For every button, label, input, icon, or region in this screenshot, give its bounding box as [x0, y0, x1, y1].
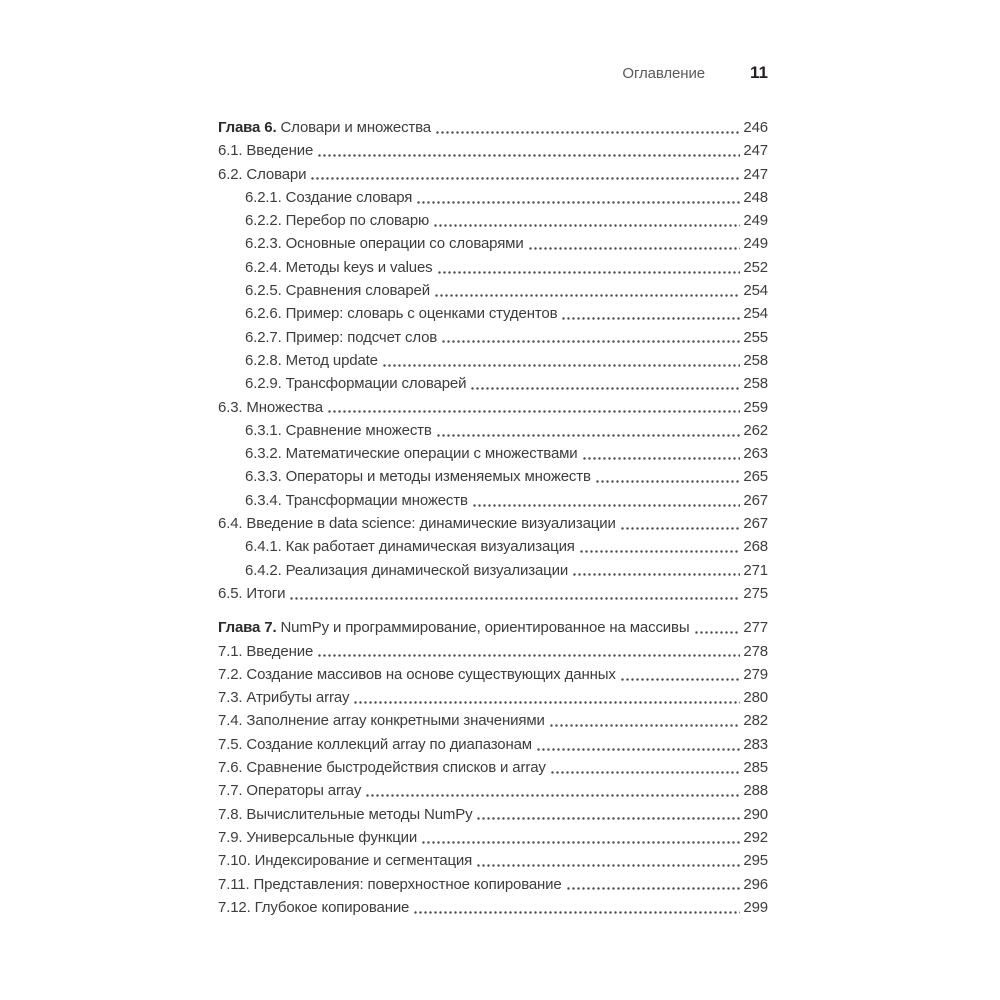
toc-entry-title: 6.3. Множества	[218, 398, 323, 416]
chapter-label: Глава 7.	[218, 619, 277, 637]
toc-row	[218, 465, 768, 488]
toc-entry-page: 288	[743, 782, 768, 800]
toc-row	[218, 489, 768, 512]
toc-entry-page: 267	[743, 491, 768, 509]
toc-entry-title: 6.1. Введение	[218, 142, 314, 160]
toc-entry-page: 259	[743, 398, 768, 416]
toc-entry-page: 296	[743, 875, 768, 893]
toc-row	[218, 686, 768, 709]
toc-row	[218, 232, 768, 255]
toc-row	[218, 640, 768, 663]
toc-entry-page: 247	[743, 142, 768, 160]
toc-entry-title: 6.2.9. Трансформации словарей	[245, 375, 467, 393]
toc-entry-page: 290	[743, 805, 768, 823]
toc-entry-page: 280	[743, 689, 768, 707]
toc-entry-title: 7.5. Создание коллекций array по диапазонам	[218, 735, 532, 753]
dot-leader	[551, 771, 741, 774]
dot-leader	[434, 224, 740, 227]
dot-leader	[437, 434, 741, 437]
toc-row	[218, 349, 768, 372]
toc-entry-title: 7.12. Глубокое копирование	[218, 898, 410, 916]
toc-row	[218, 163, 768, 186]
toc-entry-page: 262	[743, 421, 768, 439]
toc-entry-title: Глава 7. NumPy и программирование, ориентированное на массивы	[218, 619, 690, 637]
dot-leader	[435, 294, 740, 297]
toc-entry-page: 292	[743, 828, 768, 846]
toc-entry-title: 6.3.4. Трансформации множеств	[245, 491, 468, 509]
toc-row	[218, 186, 768, 209]
toc-entry-page: 265	[743, 468, 768, 486]
toc-entry-title: 7.3. Атрибуты array	[218, 689, 350, 707]
toc-row	[218, 396, 768, 419]
toc-row	[218, 116, 768, 139]
dot-leader	[417, 201, 740, 204]
toc-entry-title: 7.8. Вычислительные методы NumPy	[218, 805, 473, 823]
toc-entry-title: 7.1. Введение	[218, 642, 314, 660]
chapter-label: Глава 6.	[218, 119, 277, 136]
dot-leader	[422, 841, 740, 844]
dot-leader	[537, 748, 740, 751]
dot-leader	[366, 794, 740, 797]
toc-row	[218, 372, 768, 395]
toc-row	[218, 803, 768, 826]
toc	[218, 116, 768, 919]
dot-leader	[621, 527, 741, 530]
toc-row	[218, 535, 768, 558]
toc-entry-page: 254	[743, 305, 768, 323]
toc-section	[218, 616, 768, 919]
toc-row	[218, 302, 768, 325]
toc-row	[218, 896, 768, 919]
toc-entry-title: Глава 6. Словари и множества	[218, 119, 431, 136]
dot-leader	[596, 480, 741, 483]
toc-entry-title: 7.7. Операторы array	[218, 782, 362, 800]
toc-row	[218, 256, 768, 279]
toc-row	[218, 279, 768, 302]
toc-entry-page: 267	[743, 515, 768, 533]
toc-entry-title: 6.4.2. Реализация динамической визуализации	[245, 561, 569, 579]
toc-entry-title: 7.2. Создание массивов на основе существующих данных	[218, 665, 616, 683]
toc-entry-title: 6.2.6. Пример: словарь с оценками студентов	[245, 305, 558, 323]
dot-leader	[328, 410, 740, 413]
toc-entry-page: 282	[743, 712, 768, 730]
toc-row	[218, 419, 768, 442]
toc-row	[218, 559, 768, 582]
toc-row	[218, 616, 768, 639]
toc-entry-page: 249	[743, 235, 768, 253]
toc-entry-page: 277	[743, 619, 768, 637]
toc-entry-page: 268	[743, 538, 768, 556]
toc-row	[218, 779, 768, 802]
toc-entry-page: 252	[743, 258, 768, 276]
dot-leader	[290, 597, 740, 600]
toc-entry-title: 6.4. Введение в data science: динамические визуализации	[218, 515, 616, 533]
dot-leader	[562, 317, 740, 320]
dot-leader	[318, 654, 740, 657]
toc-entry-page: 295	[743, 852, 768, 870]
toc-entry-page: 249	[743, 212, 768, 230]
toc-entry-title: 6.2.7. Пример: подсчет слов	[245, 328, 438, 346]
toc-entry-page: 283	[743, 735, 768, 753]
toc-row	[218, 826, 768, 849]
toc-entry-page: 271	[743, 561, 768, 579]
toc-entry-page: 285	[743, 759, 768, 777]
dot-leader	[436, 131, 740, 134]
dot-leader	[318, 154, 740, 157]
toc-entry-title: 7.10. Индексирование и сегментация	[218, 852, 473, 870]
running-head-page-number: 11	[750, 63, 768, 82]
toc-section	[218, 116, 768, 605]
running-head	[218, 63, 768, 83]
toc-entry-page: 255	[743, 328, 768, 346]
dot-leader	[529, 247, 741, 250]
toc-row	[218, 849, 768, 872]
toc-entry-title: 6.3.2. Математические операции с множествами	[245, 445, 578, 463]
toc-row	[218, 873, 768, 896]
dot-leader	[438, 271, 741, 274]
dot-leader	[580, 550, 741, 553]
dot-leader	[477, 817, 740, 820]
toc-entry-title: 7.4. Заполнение array конкретными значениями	[218, 712, 545, 730]
toc-row	[218, 582, 768, 605]
dot-leader	[573, 573, 740, 576]
dot-leader	[583, 457, 741, 460]
dot-leader	[473, 504, 741, 507]
toc-row	[218, 209, 768, 232]
toc-entry-page: 258	[743, 375, 768, 393]
dot-leader	[621, 678, 741, 681]
toc-entry-page: 254	[743, 282, 768, 300]
toc-entry-page: 247	[743, 165, 768, 183]
toc-entry-title: 7.9. Универсальные функции	[218, 828, 418, 846]
toc-entry-title: 6.4.1. Как работает динамическая визуализация	[245, 538, 575, 556]
toc-entry-title: 6.2.8. Метод update	[245, 351, 378, 369]
toc-row	[218, 733, 768, 756]
toc-entry-page: 275	[743, 584, 768, 602]
toc-entry-page: 278	[743, 642, 768, 660]
toc-entry-page: 258	[743, 351, 768, 369]
toc-entry-title: 6.3.3. Операторы и методы изменяемых множеств	[245, 468, 591, 486]
dot-leader	[567, 887, 741, 890]
dot-leader	[383, 364, 741, 367]
dot-leader	[695, 631, 741, 634]
toc-entry-title: 6.2.2. Перебор по словарю	[245, 212, 430, 230]
toc-entry-title: 6.3.1. Сравнение множеств	[245, 421, 432, 439]
toc-entry-title: 6.5. Итоги	[218, 584, 286, 602]
dot-leader	[471, 387, 740, 390]
toc-row	[218, 663, 768, 686]
toc-entry-title: 6.2. Словари	[218, 165, 307, 183]
toc-entry-title: 6.2.4. Методы keys и values	[245, 258, 433, 276]
toc-entry-page: 246	[743, 119, 768, 136]
toc-entry-title: 7.6. Сравнение быстродействия списков и array	[218, 759, 546, 777]
toc-row	[218, 709, 768, 732]
toc-entry-title: 6.2.3. Основные операции со словарями	[245, 235, 524, 253]
dot-leader	[311, 177, 740, 180]
dot-leader	[442, 340, 740, 343]
toc-entry-page: 248	[743, 188, 768, 206]
dot-leader	[477, 864, 740, 867]
toc-entry-page: 263	[743, 445, 768, 463]
toc-entry-title: 7.11. Представления: поверхностное копирование	[218, 875, 562, 893]
dot-leader	[414, 911, 740, 914]
running-head-title: Оглавление	[622, 65, 706, 82]
toc-entry-page: 279	[743, 665, 768, 683]
toc-row	[218, 512, 768, 535]
toc-entry-page: 299	[743, 898, 768, 916]
toc-row	[218, 326, 768, 349]
toc-entry-title: 6.2.5. Сравнения словарей	[245, 282, 430, 300]
dot-leader	[354, 701, 740, 704]
toc-row	[218, 139, 768, 162]
dot-leader	[550, 724, 741, 727]
toc-row	[218, 442, 768, 465]
toc-entry-title: 6.2.1. Создание словаря	[245, 188, 413, 206]
toc-row	[218, 756, 768, 779]
